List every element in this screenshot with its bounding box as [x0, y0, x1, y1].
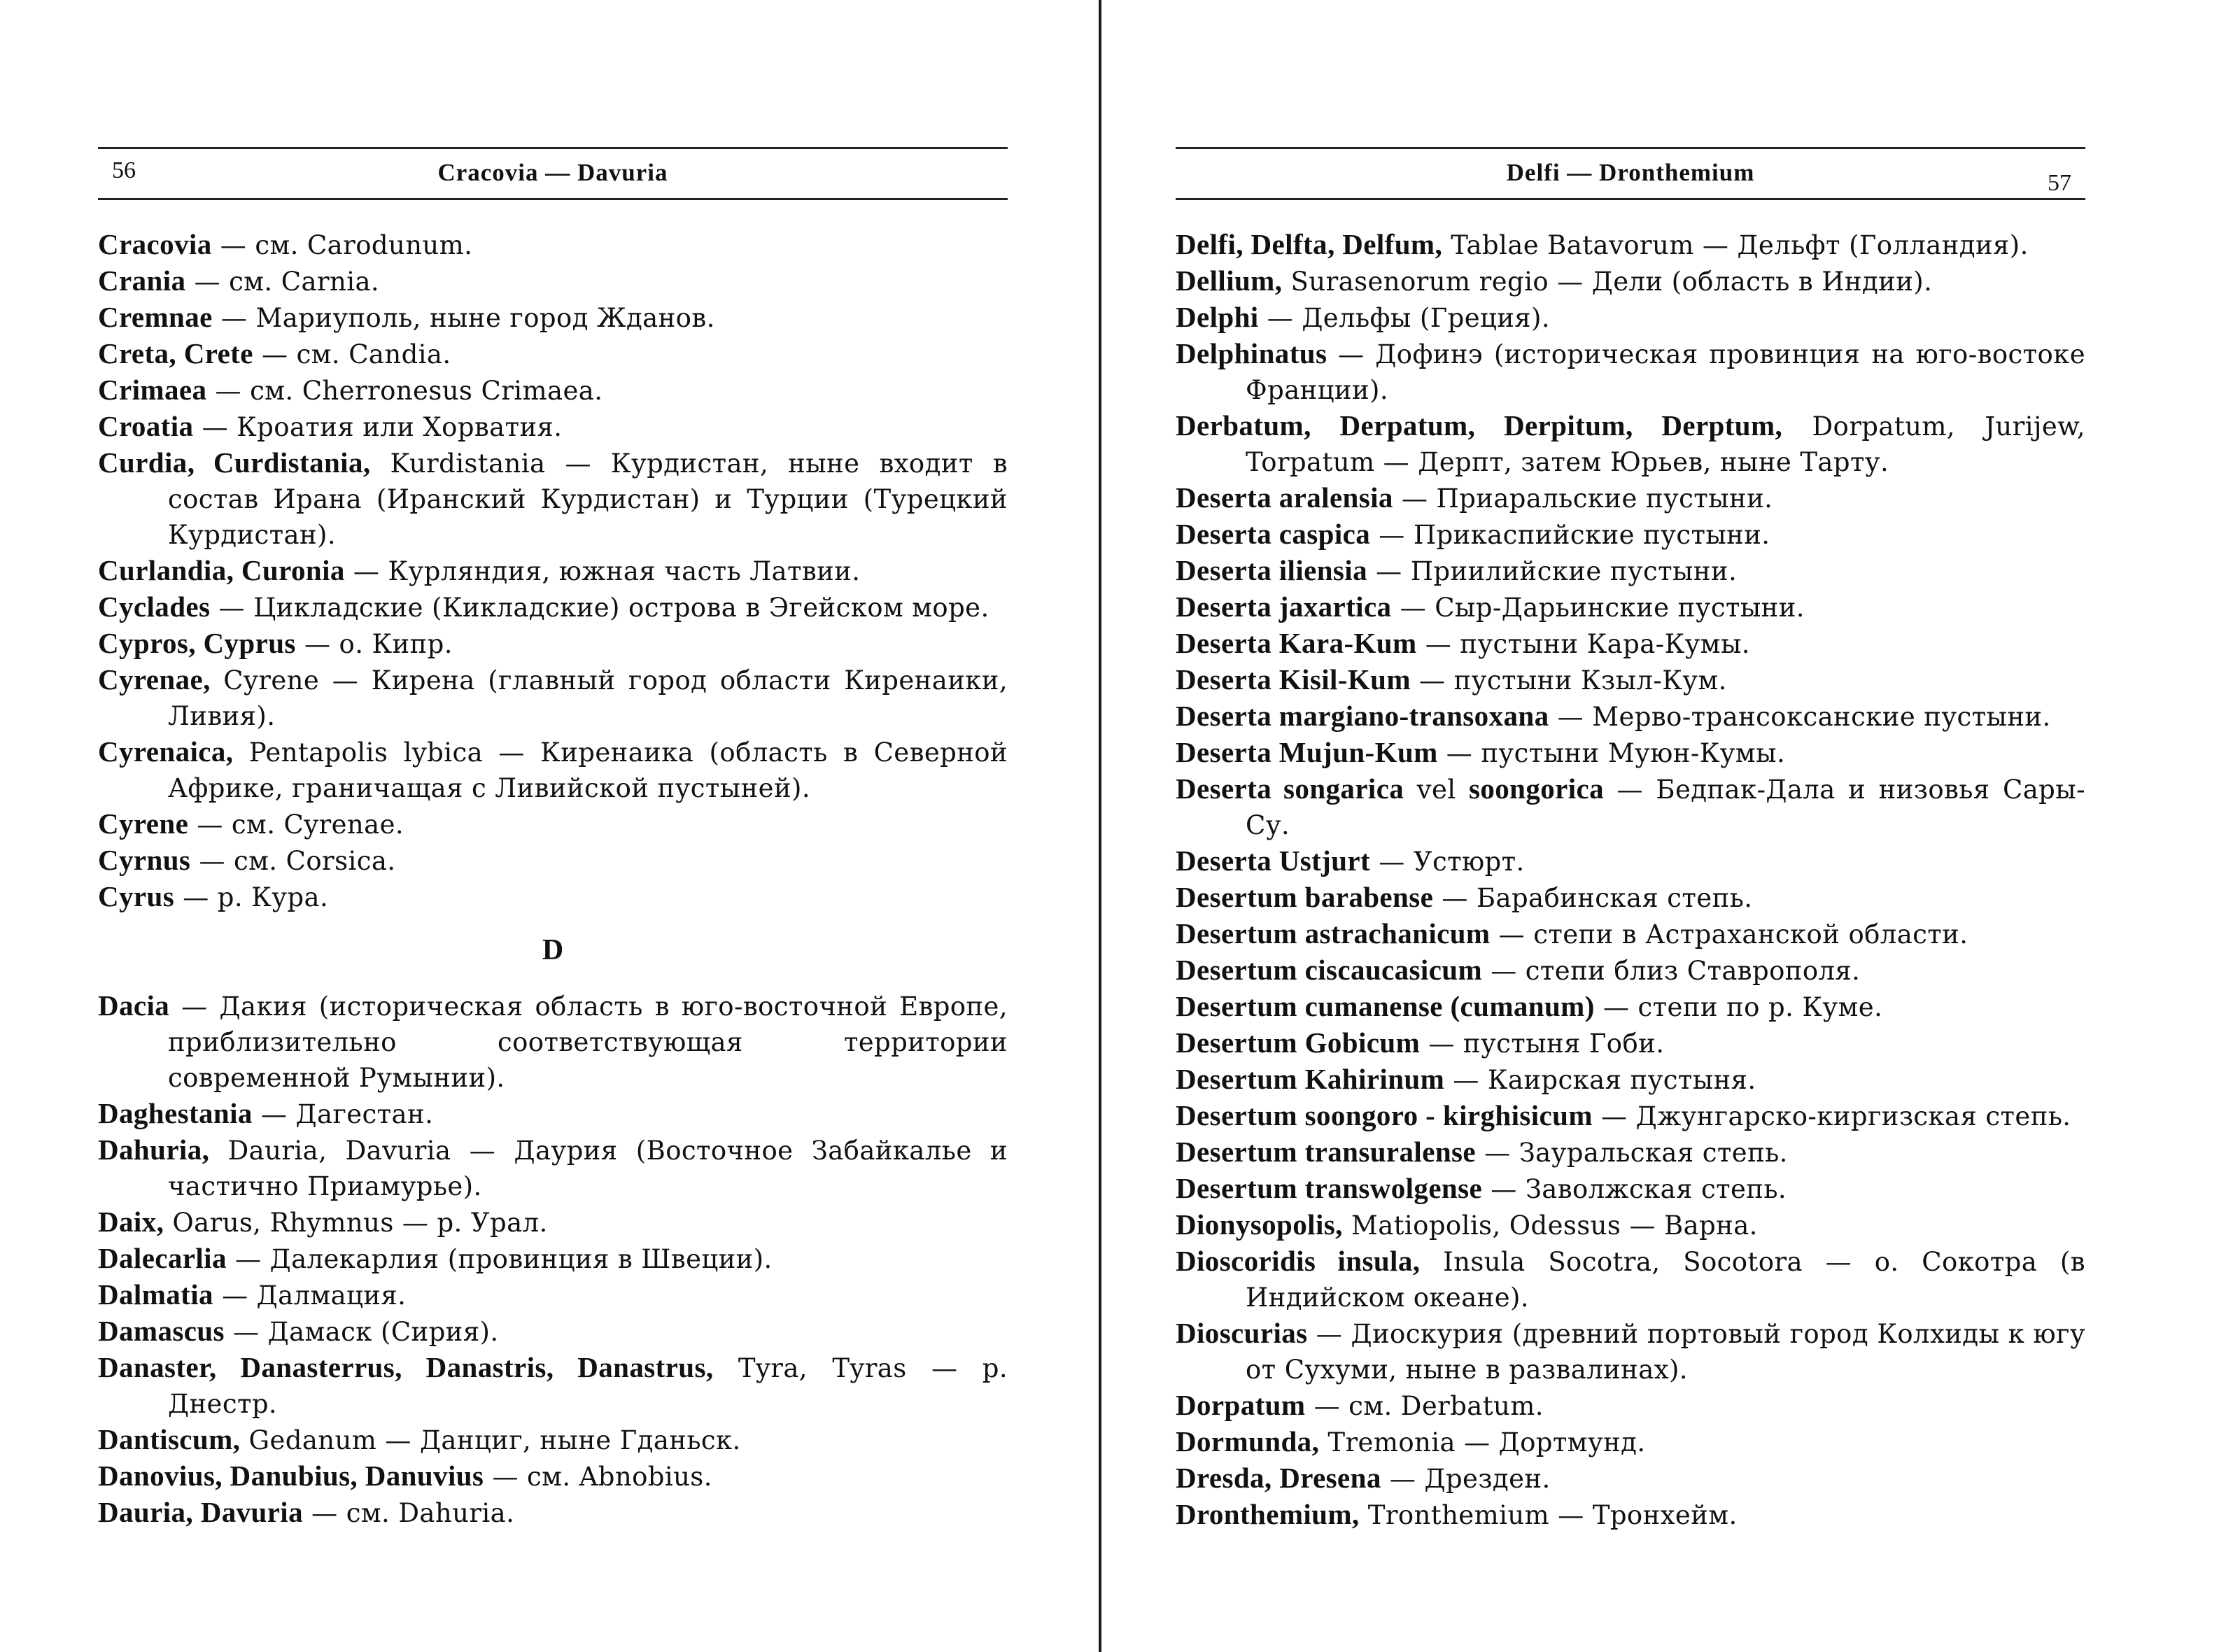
entry-headword: Dormunda, — [1176, 1425, 1320, 1457]
entry-headword: Cremnae — [98, 301, 213, 333]
dictionary-entry — [1176, 336, 2085, 408]
entry-definition: — степи близ Ставрополя. — [1482, 956, 1861, 986]
entry-definition: — Цикладские (Кикладские) острова в Эгейском море. — [210, 593, 989, 623]
dictionary-entry — [1176, 1460, 2085, 1497]
dictionary-entry — [98, 372, 1008, 409]
entry-definition: — Устюрт. — [1370, 847, 1525, 877]
dictionary-entry — [98, 988, 1008, 1096]
entry-definition: — Далмация. — [213, 1280, 407, 1311]
left-page — [98, 147, 1008, 1531]
entry-definition: — степи в Астраханской области. — [1490, 919, 1968, 949]
entry-headword: Dioscoridis insula, — [1176, 1245, 1421, 1277]
entry-headword: Dahuria, — [98, 1134, 210, 1166]
dictionary-entry — [98, 626, 1008, 662]
dictionary-entry — [1176, 843, 2085, 880]
dictionary-entry — [1176, 952, 2085, 989]
dictionary-entry — [98, 842, 1008, 879]
entry-definition: Dauria, Davuria — Даурия (Восточное Забайкалье и частично Приамурье). — [168, 1136, 1008, 1201]
dictionary-entry — [98, 409, 1008, 445]
entry-headword: Curdia, Curdistania, — [98, 446, 371, 479]
entry-definition: — степи по р. Куме. — [1594, 992, 1883, 1022]
entry-headword: Creta, Crete — [98, 337, 253, 369]
entry-headword: Desertum barabense — [1176, 881, 1434, 913]
entry-definition: — пустыня Гоби. — [1420, 1029, 1665, 1059]
book-spine — [1099, 0, 1101, 1652]
page-number: 57 — [2048, 170, 2071, 196]
entry-definition: — Зауральская степь. — [1475, 1138, 1788, 1168]
dictionary-entry — [1176, 1424, 2085, 1460]
entry-definition: Kurdistania — Курдистан, ныне входит в состав Ирана (Иранский Курдистан) и Турции (Турецкий Курдистан). — [168, 449, 1008, 550]
entry-headword: Crania — [98, 264, 186, 297]
dictionary-entry — [98, 734, 1008, 806]
entry-headword: Delphi — [1176, 301, 1259, 333]
entry-headword: Daix, — [98, 1206, 164, 1238]
running-head-title: Cracovia — Davuria — [437, 159, 668, 186]
entry-definition: Tremonia — Дортмунд. — [1319, 1427, 1646, 1457]
entry-definition: — см. Carnia. — [185, 267, 380, 297]
running-head-title: Delfi — Dronthemium — [1506, 159, 1755, 186]
dictionary-entry — [1176, 989, 2085, 1025]
entry-headword: Dronthemium, — [1176, 1498, 1360, 1530]
entry-headword: Deserta caspica — [1176, 518, 1371, 550]
dictionary-entry — [98, 1313, 1008, 1350]
entry-headword: Daghestania — [98, 1097, 253, 1129]
dictionary-entry — [98, 1495, 1008, 1531]
entry-definition: — см. Abnobius. — [484, 1462, 712, 1492]
dictionary-entry — [1176, 589, 2085, 626]
dictionary-entry — [1176, 771, 2085, 843]
dictionary-entry — [1176, 1098, 2085, 1134]
entry-headword: Dorpatum — [1176, 1389, 1306, 1421]
entry-definition: Tyra, Tyras — р. Днестр. — [168, 1353, 1008, 1419]
dictionary-entry — [1176, 662, 2085, 698]
dictionary-entry — [1176, 1171, 2085, 1207]
dictionary-entry — [98, 553, 1008, 589]
entry-definition: — Прикаспийские пустыни. — [1370, 520, 1770, 550]
entry-definition: Insula Socotra, Socotora — о. Сокотра (в Индийском океане). — [1246, 1247, 2085, 1313]
entry-definition: — Дакия (историческая область в юго-восточной Европе, приблизительно соответствующая территории современной Румынии). — [168, 991, 1008, 1093]
entry-definition: — Дофинэ (историческая провинция на юго-востоке Франции). — [1246, 339, 2085, 405]
entry-definition: — пустыни Кара-Кумы. — [1416, 629, 1750, 659]
entry-definition: — Дельфы (Греция). — [1258, 303, 1551, 333]
entry-definition: — Заволжская степь. — [1482, 1174, 1787, 1204]
dictionary-entry — [1176, 1134, 2085, 1171]
dictionary-entry — [1176, 880, 2085, 916]
entry-headword: Dacia — [98, 989, 170, 1022]
entry-headword: Desertum Gobicum — [1176, 1026, 1421, 1059]
entry-headword: Deserta aralensia — [1176, 481, 1393, 514]
entry-headword: Danovius, Danubius, Danuvius — [98, 1460, 484, 1492]
dictionary-entry — [1176, 1497, 2085, 1533]
entry-headword: Deserta Mujun-Kum — [1176, 736, 1438, 768]
entry-definition: Pentapolis lybica — Киренаика (область в Северной Африке, граничащая с Ливийской пустыней). — [168, 737, 1008, 803]
entry-definition: — см. Dahuria. — [303, 1498, 515, 1528]
dictionary-entry — [98, 1350, 1008, 1422]
dictionary-entry — [1176, 1061, 2085, 1098]
entry-headword: Desertum soongoro - kirghisicum — [1176, 1099, 1593, 1131]
dictionary-entry — [1176, 916, 2085, 952]
entry-headword: Deserta Kisil-Kum — [1176, 663, 1411, 696]
dictionary-entry — [98, 806, 1008, 842]
entry-definition: — Дрезден. — [1381, 1464, 1551, 1494]
entry-headword: Deserta Kara-Kum — [1176, 627, 1417, 659]
section-letter: D — [542, 934, 564, 966]
entry-definition: — Барабинская степь. — [1433, 883, 1753, 913]
entry-headword: Curlandia, Curonia — [98, 554, 345, 586]
entry-definition: Dorpatum, Jurijew, Torpatum — Дерпт, затем Юрьев, ныне Тарту. — [1246, 411, 2085, 477]
entry-headword: Cyrus — [98, 880, 175, 912]
entry-headword: Danaster, Danasterrus, Danastris, Danastrus, — [98, 1351, 714, 1383]
dictionary-entry — [1176, 735, 2085, 771]
dictionary-entry — [1176, 626, 2085, 662]
dictionary-entry — [1176, 698, 2085, 735]
entry-headword: Cyrnus — [98, 844, 191, 876]
dictionary-entry — [1176, 263, 2085, 299]
entry-headword: soongorica — [1468, 772, 1605, 805]
entry-headword: Cyclades — [98, 591, 211, 623]
entry-headword: Dantiscum, — [98, 1423, 241, 1455]
entry-definition: — пустыни Кзыл-Кум. — [1410, 665, 1727, 696]
entry-headword: Cypros, Cyprus — [98, 627, 296, 659]
dictionary-entry — [1176, 1243, 2085, 1315]
entry-definition: — см. Derbatum. — [1305, 1391, 1544, 1421]
entry-definition: — Дагестан. — [252, 1099, 434, 1129]
entry-definition: — см. Carodunum. — [211, 230, 473, 260]
entry-headword: Dalecarlia — [98, 1242, 227, 1274]
dictionary-entry — [98, 662, 1008, 734]
entry-headword: Cyrenae, — [98, 663, 211, 696]
entry-headword: Cracovia — [98, 228, 212, 260]
entry-headword: Delfi, Delfta, Delfum, — [1176, 228, 1443, 260]
dictionary-entry — [1176, 227, 2085, 263]
entry-headword: Deserta margiano-transoxana — [1176, 700, 1549, 732]
entry-headword: Dellium, — [1176, 264, 1283, 297]
entry-headword: Dioscurias — [1176, 1317, 1308, 1349]
running-head — [98, 147, 1008, 200]
entry-definition: — Далекарлия (провинция в Швеции). — [226, 1244, 773, 1274]
dictionary-entry — [98, 879, 1008, 915]
dictionary-entry — [1176, 480, 2085, 516]
entry-list — [1176, 227, 2085, 1533]
entry-definition: — Дамаск (Сирия). — [224, 1317, 499, 1347]
entry-definition: — Приилийские пустыни. — [1367, 556, 1738, 586]
entry-definition: — пустыни Муюн-Кумы. — [1437, 738, 1786, 768]
entry-headword: Damascus — [98, 1315, 225, 1347]
entry-headword: Desertum astrachanicum — [1176, 917, 1491, 949]
entry-definition: Oarus, Rhymnus — р. Урал. — [164, 1208, 548, 1238]
entry-definition: — Курляндия, южная часть Латвии. — [344, 556, 861, 586]
dictionary-entry — [98, 336, 1008, 372]
dictionary-entry — [98, 1458, 1008, 1495]
entry-definition: — о. Кипр. — [295, 629, 453, 659]
page-number: 56 — [112, 157, 136, 183]
entry-definition: — Бедпак-Дала и низовья Сары-Су. — [1246, 775, 2086, 840]
entry-headword: Desertum transuralense — [1176, 1136, 1476, 1168]
entry-definition: — Мерво-трансоксанские пустыни. — [1549, 702, 2051, 732]
entry-headword: Crimaea — [98, 374, 207, 406]
entry-definition: Surasenorum regio — Дели (область в Индии). — [1282, 267, 1933, 297]
dictionary-entry — [1176, 1388, 2085, 1424]
entry-definition: — Сыр-Дарьинские пустыни. — [1391, 593, 1805, 623]
entry-headword: Desertum Kahirinum — [1176, 1063, 1445, 1095]
dictionary-entry — [98, 589, 1008, 626]
dictionary-entry — [1176, 1207, 2085, 1243]
entry-headword: Deserta iliensia — [1176, 554, 1367, 586]
entry-headword: Cyrene — [98, 807, 189, 840]
entry-definition: — см. Cherronesus Crimaea. — [206, 376, 603, 406]
entry-definition: Matiopolis, Odessus — Варна. — [1342, 1210, 1758, 1241]
entry-headword: Derbatum, Derpatum, Derpitum, Derptum, — [1176, 409, 1783, 442]
dictionary-entry — [98, 1204, 1008, 1241]
entry-list — [98, 227, 1008, 915]
dictionary-entry — [98, 1132, 1008, 1204]
dictionary-entry — [1176, 516, 2085, 553]
entry-headword: Croatia — [98, 410, 194, 442]
entry-definition: — Приаральские пустыни. — [1393, 483, 1773, 514]
entry-definition: Tablae Batavorum — Дельфт (Голландия). — [1442, 230, 2029, 260]
entry-definition: Tronthemium — Тронхейм. — [1359, 1500, 1738, 1530]
right-page — [1176, 147, 2085, 1533]
entry-headword: Delphinatus — [1176, 337, 1327, 369]
dictionary-entry — [1176, 1315, 2085, 1388]
entry-headword: Desertum cumanense (cumanum) — [1176, 990, 1595, 1022]
dictionary-entry — [98, 1277, 1008, 1313]
dictionary-entry — [1176, 408, 2085, 480]
entry-definition: Cyrene — Кирена (главный город области Киренаики, Ливия). — [168, 665, 1008, 731]
dictionary-entry — [1176, 553, 2085, 589]
entry-definition: — см. Cyrenae. — [188, 810, 404, 840]
entry-definition: — Джунгарско-киргизская степь. — [1592, 1101, 2071, 1131]
entry-headword: Dionysopolis, — [1176, 1208, 1343, 1241]
entry-definition: — р. Кура. — [174, 882, 329, 912]
entry-definition: Gedanum — Данциг, ныне Гданьск. — [240, 1425, 741, 1455]
running-head — [1176, 147, 2085, 200]
entry-definition: vel — [1404, 775, 1469, 805]
entry-headword: Desertum transwolgense — [1176, 1172, 1483, 1204]
entry-definition: — Каирская пустыня. — [1444, 1065, 1756, 1095]
entry-definition: — Диоскурия (древний портовый город Колхиды к югу от Сухуми, ныне в развалинах). — [1246, 1319, 2085, 1385]
entry-headword: Dresda, Dresena — [1176, 1462, 1381, 1494]
dictionary-entry — [98, 1241, 1008, 1277]
entry-headword: Dauria, Davuria — [98, 1496, 303, 1528]
entry-headword: Desertum ciscaucasicum — [1176, 954, 1483, 986]
entry-headword: Deserta Ustjurt — [1176, 845, 1371, 877]
entry-headword: Dalmatia — [98, 1278, 213, 1311]
dictionary-entry — [98, 299, 1008, 336]
entry-definition: — см. Corsica. — [190, 846, 396, 876]
entry-definition: — Мариуполь, ныне город Жданов. — [212, 303, 715, 333]
entry-headword: Cyrenaica, — [98, 735, 234, 768]
dictionary-entry — [1176, 299, 2085, 336]
dictionary-entry — [98, 445, 1008, 553]
dictionary-entry — [98, 1422, 1008, 1458]
entry-definition: — см. Candia. — [253, 339, 451, 369]
dictionary-entry — [98, 227, 1008, 263]
entry-definition: — Кроатия или Хорватия. — [193, 412, 563, 442]
dictionary-entry — [1176, 1025, 2085, 1061]
dictionary-entry — [98, 263, 1008, 299]
entry-headword: Deserta jaxartica — [1176, 591, 1392, 623]
entry-list — [98, 988, 1008, 1531]
dictionary-entry — [98, 1096, 1008, 1132]
entry-headword: Deserta songarica — [1176, 772, 1404, 805]
